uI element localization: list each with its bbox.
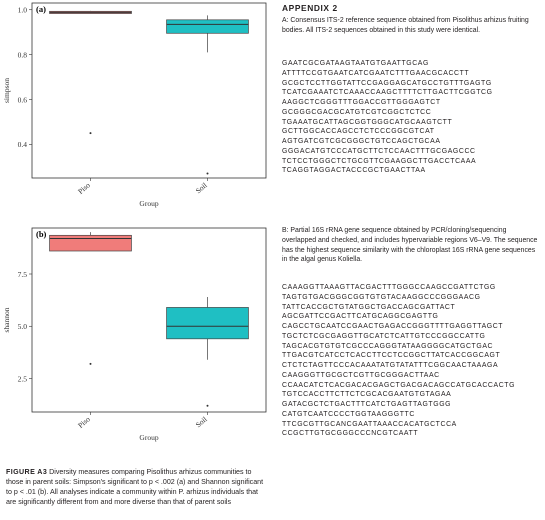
figure-caption — [6, 468, 268, 508]
16s-rrna-sequence — [282, 283, 540, 439]
sequence-line: CAGCCTGCAATCCGAACTGAGACCGGGTTTTGAGGTTAGCT — [282, 323, 504, 330]
box-soil — [167, 307, 249, 338]
figure-panel-column — [0, 0, 268, 520]
panel-label: (b) — [36, 229, 47, 239]
sequence-line: CAAGGGTTGCGCTCGTTGCGGGACTTAAC — [282, 371, 440, 379]
sequence-line: TGCTCTCGCGAGGTTGCATCTCATTGTCCCGGCCATTG — [282, 332, 486, 340]
box-piso — [50, 235, 132, 251]
sequence-line: AGTGATCGTCGCGGGCTGTCCAGCTGCAA — [282, 138, 441, 145]
figure-a3 — [0, 0, 268, 468]
x-tick-label: Piso — [76, 414, 92, 430]
panel-label: (a) — [36, 4, 46, 14]
sequence-line: TCTCCTGGGCTCTGCGTTCGAAGGCTTGACCTCAAA — [282, 157, 477, 165]
x-axis-label: Group — [139, 433, 159, 442]
figure-caption-label: FIGURE A3 — [6, 468, 48, 476]
sequence-line: GAATCGCGATAAGTAATGTGAATTGCAG — [282, 60, 429, 67]
sequence-line: CAAAGGTTAAAGTTACGACTTTGGGCCAAGCCGATTCTGG — [282, 284, 496, 291]
sequence-line: TCATCGAAATCTCAAACCAAGCTTTTCTTGACTTCGGTCG — [282, 89, 493, 97]
outlier-point — [90, 363, 92, 365]
sequence-line: TAGCACGTGTGTCGCCCAGGGTATAAGGGGCATGCTGAC — [282, 342, 494, 350]
x-tick-label: Piso — [76, 180, 92, 196]
y-tick-label: 5.0 — [17, 322, 27, 332]
sequence-line: GCGCTCCTTGGTATTCCGAGGAGCATGCCTGTTTGAGTG — [282, 79, 492, 87]
y-tick-label: 0.6 — [17, 95, 27, 105]
sequence-line: CCGCTTGTGCGGGCCCNCGTCAATT — [282, 430, 419, 438]
its2-sequence — [282, 59, 540, 176]
sequence-line: CATGTCAATCCCCTGGTAAGGGTTC — [282, 410, 415, 418]
y-tick-label: 1.0 — [17, 5, 27, 15]
outlier-point — [207, 173, 209, 175]
sequence-line: TCAGGTAGGACTACCCGCTGAACTTAA — [282, 167, 426, 175]
y-tick-label: 7.5 — [17, 269, 27, 279]
section-a-intro: A: Consensus ITS-2 reference sequence obtained from Pisolithus arhizus fruiting bodies. All ITS-2 sequences obtained in this study were identical. — [282, 17, 529, 34]
section-b-intro: B: Partial 16S rRNA gene sequence obtained by PCR/cloning/sequencing overlapped and checked, and includes hypervariable regions V6–V9. The sequence has the highest sequence similarity with the chloroplast 16S rRNA gene sequences in the algal genus Koliella. — [282, 227, 538, 264]
outlier-point — [90, 132, 92, 134]
sequence-line: GCGGGCGACGCATGTCGTCGGCTCTCC — [282, 108, 432, 116]
appendix-column — [282, 0, 542, 520]
sequence-line: CCAACATCTCACGACACGAGCTGACGACAGCCATGCACCACTG — [282, 381, 516, 389]
x-axis-label: Group — [139, 199, 159, 208]
y-tick-label: 2.5 — [17, 374, 27, 384]
sequence-line: TATTCACCGCTGTATGGCTGACCAGCGATTACT — [282, 303, 456, 311]
sequence-line: CTCTCTAGTTCCCACAAATATGTATATTTCGGCAACTAAAGA — [282, 362, 499, 369]
sequence-line: AGCGATTCCGACTTCATGCAGGCGAGTTG — [282, 313, 439, 321]
y-axis-label: shannon — [2, 307, 11, 333]
sequence-line: TTGACGTCATCCTCACCTTCCTCCGGCTTATCACCGGCAGT — [282, 352, 501, 360]
sequence-line: ATTTTCCGTGAATCATCGAATCTTTGAACGCACCTT — [282, 69, 470, 77]
y-axis-label: simpson — [2, 77, 11, 104]
appendix-title: APPENDIX 2 — [282, 3, 338, 13]
figure-caption-text: Diversity measures comparing Pisolithus arhizus communities to those in parent soils: Simpson's significant to p < .002 (a) and Shannon significant to p < .01 (b). All analyses indicate a community within P. arhizus individuals that are significantly different from and more diverse than that of parent soils — [6, 468, 264, 506]
y-tick-label: 0.4 — [17, 140, 27, 150]
outlier-point — [207, 405, 209, 407]
sequence-line: GCTTGGCACCAGCCTCTCCCGGCGTCAT — [282, 128, 435, 136]
sequence-line: TAGTGTGACGGGCGGTGTGTACAAGGCCCGGGAACG — [282, 293, 481, 301]
sequence-line: GGGACATGTCCCATGCTTCTCCAACTTTGCGAGCCC — [282, 147, 476, 155]
sequence-line: AAGGCTCGGGTTTGGACCGTTGGGAGTCT — [282, 99, 441, 106]
sequence-line: TTCGCGTTGCANCGAATTAAACCACATGCTCCA — [282, 420, 457, 428]
y-tick-label: 0.8 — [17, 50, 27, 60]
box-soil — [167, 20, 249, 33]
x-tick-label: Soil — [193, 180, 209, 196]
sequence-line: TGAAATGCATTAGCGGTGGGCATGCAAGTCTT — [282, 118, 453, 126]
sequence-line: TGTCCACCTTCTTCTCGCACGAATGTGTAGAA — [282, 391, 452, 399]
x-tick-label: Soil — [193, 414, 209, 430]
sequence-line: GATACGCTCTGACTTTCATCTGAGTTAGTGGG — [282, 401, 452, 408]
